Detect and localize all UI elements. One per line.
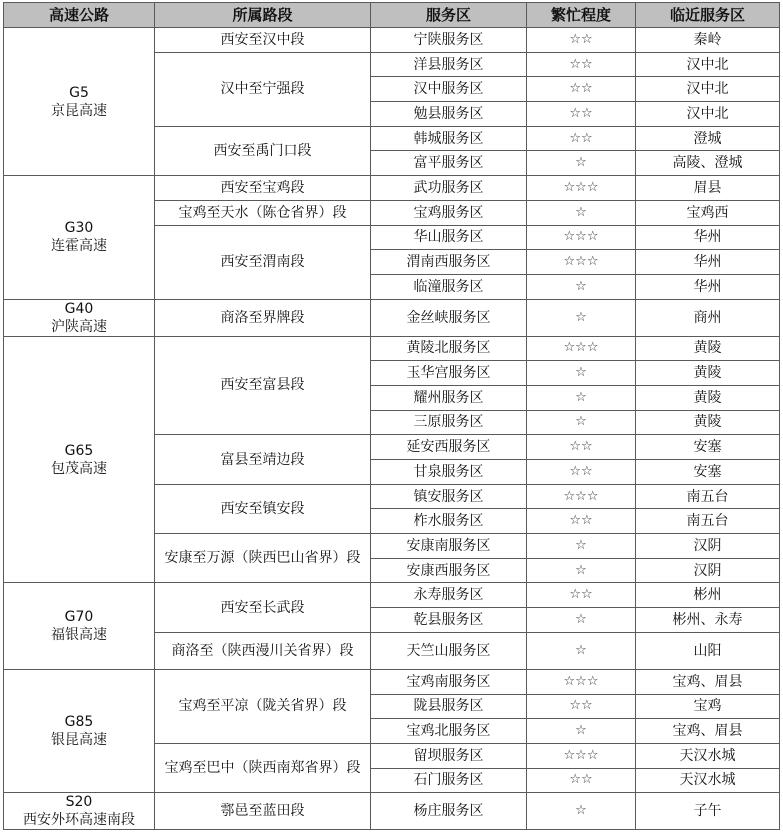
header-nearby-area: 临近服务区 xyxy=(636,3,780,28)
header-highway: 高速公路 xyxy=(4,3,155,28)
service-area-cell: 宝鸡南服务区 xyxy=(371,669,527,694)
service-area-cell: 玉华宫服务区 xyxy=(371,361,527,386)
busy-level-cell: ☆☆ xyxy=(527,583,636,608)
busy-level-cell: ☆☆ xyxy=(527,768,636,793)
busy-level-cell: ☆☆ xyxy=(527,460,636,485)
busy-level-cell: ☆ xyxy=(527,793,636,830)
service-area-cell: 永寿服务区 xyxy=(371,583,527,608)
nearby-area-cell: 黄陵 xyxy=(636,361,780,386)
highway-name: 西安外环高速南段 xyxy=(23,812,135,829)
service-area-cell: 天竺山服务区 xyxy=(371,632,527,669)
service-area-cell: 镇安服务区 xyxy=(371,484,527,509)
nearby-area-cell: 商州 xyxy=(636,299,780,336)
table-row xyxy=(4,336,780,361)
busy-level-cell: ☆ xyxy=(527,299,636,336)
table-row xyxy=(4,299,780,336)
service-area-cell: 汉中服务区 xyxy=(371,77,527,102)
nearby-area-cell: 澄城 xyxy=(636,126,780,151)
nearby-area-cell: 南五台 xyxy=(636,509,780,534)
service-area-cell: 临潼服务区 xyxy=(371,274,527,299)
segment-cell: 宝鸡至平凉（陇关省界）段 xyxy=(155,669,371,743)
highway-name: 银昆高速 xyxy=(51,732,107,749)
segment-cell: 西安至禹门口段 xyxy=(155,126,371,175)
nearby-area-cell: 南五台 xyxy=(636,484,780,509)
service-area-cell: 宝鸡服务区 xyxy=(371,200,527,225)
header-row xyxy=(4,3,780,28)
busy-level-cell: ☆☆☆ xyxy=(527,250,636,275)
service-area-cell: 武功服务区 xyxy=(371,176,527,201)
busy-level-cell: ☆ xyxy=(527,410,636,435)
table-row xyxy=(4,28,780,53)
busy-level-cell: ☆ xyxy=(527,151,636,176)
highway-name: 沪陕高速 xyxy=(51,318,107,335)
highway-code: G70 xyxy=(64,609,94,626)
busy-level-cell: ☆ xyxy=(527,385,636,410)
nearby-area-cell: 秦岭 xyxy=(636,28,780,53)
service-area-cell: 黄陵北服务区 xyxy=(371,336,527,361)
service-area-cell: 杨庄服务区 xyxy=(371,793,527,830)
table-row xyxy=(4,176,780,201)
header-busy-level: 繁忙程度 xyxy=(527,3,636,28)
nearby-area-cell: 高陵、澄城 xyxy=(636,151,780,176)
nearby-area-cell: 山阳 xyxy=(636,632,780,669)
nearby-area-cell: 宝鸡、眉县 xyxy=(636,719,780,744)
service-area-cell: 留坝服务区 xyxy=(371,743,527,768)
segment-cell: 西安至宝鸡段 xyxy=(155,176,371,201)
highway-cell xyxy=(4,299,155,336)
nearby-area-cell: 彬州、永寿 xyxy=(636,608,780,633)
nearby-area-cell: 汉阴 xyxy=(636,558,780,583)
busy-level-cell: ☆☆☆ xyxy=(527,484,636,509)
segment-cell: 汉中至宁强段 xyxy=(155,52,371,126)
highway-name: 福银高速 xyxy=(51,627,107,644)
highway-cell xyxy=(4,28,155,176)
busy-level-cell: ☆☆☆ xyxy=(527,743,636,768)
segment-cell: 富县至靖边段 xyxy=(155,435,371,484)
busy-level-cell: ☆☆ xyxy=(527,509,636,534)
nearby-area-cell: 彬州 xyxy=(636,583,780,608)
nearby-area-cell: 眉县 xyxy=(636,176,780,201)
segment-cell: 宝鸡至天水（陈仓省界）段 xyxy=(155,200,371,225)
nearby-area-cell: 宝鸡 xyxy=(636,694,780,719)
highway-code: G30 xyxy=(64,220,94,237)
busy-level-cell: ☆ xyxy=(527,274,636,299)
service-area-cell: 乾县服务区 xyxy=(371,608,527,633)
segment-cell: 商洛至（陕西漫川关省界）段 xyxy=(155,632,371,669)
busy-level-cell: ☆☆☆ xyxy=(527,176,636,201)
service-area-cell: 洋县服务区 xyxy=(371,52,527,77)
service-area-cell: 柞水服务区 xyxy=(371,509,527,534)
segment-cell: 鄠邑至蓝田段 xyxy=(155,793,371,830)
nearby-area-cell: 黄陵 xyxy=(636,385,780,410)
highway-name: 京昆高速 xyxy=(51,102,107,119)
segment-cell: 西安至长武段 xyxy=(155,583,371,632)
segment-cell: 商洛至界牌段 xyxy=(155,299,371,336)
highway-code: G85 xyxy=(64,714,94,731)
table-body xyxy=(4,28,780,830)
service-area-cell: 韩城服务区 xyxy=(371,126,527,151)
highway-name: 连霍高速 xyxy=(51,238,107,255)
highway-code: G40 xyxy=(64,300,94,317)
table-row xyxy=(4,793,780,830)
busy-level-cell: ☆☆ xyxy=(527,28,636,53)
busy-level-cell: ☆☆☆ xyxy=(527,225,636,250)
nearby-area-cell: 汉中北 xyxy=(636,102,780,127)
service-area-cell: 安康西服务区 xyxy=(371,558,527,583)
service-area-cell: 勉县服务区 xyxy=(371,102,527,127)
segment-cell: 宝鸡至巴中（陕西南郑省界）段 xyxy=(155,743,371,792)
header-segment: 所属路段 xyxy=(155,3,371,28)
nearby-area-cell: 黄陵 xyxy=(636,336,780,361)
service-area-cell: 延安西服务区 xyxy=(371,435,527,460)
busy-level-cell: ☆☆ xyxy=(527,435,636,460)
nearby-area-cell: 汉中北 xyxy=(636,77,780,102)
nearby-area-cell: 宝鸡西 xyxy=(636,200,780,225)
service-area-cell: 陇县服务区 xyxy=(371,694,527,719)
nearby-area-cell: 华州 xyxy=(636,225,780,250)
service-area-cell: 宁陕服务区 xyxy=(371,28,527,53)
busy-level-cell: ☆☆ xyxy=(527,77,636,102)
nearby-area-cell: 安塞 xyxy=(636,435,780,460)
segment-cell: 西安至镇安段 xyxy=(155,484,371,533)
nearby-area-cell: 天汉水城 xyxy=(636,743,780,768)
service-area-cell: 富平服务区 xyxy=(371,151,527,176)
segment-cell: 西安至汉中段 xyxy=(155,28,371,53)
service-area-cell: 石门服务区 xyxy=(371,768,527,793)
service-area-cell: 安康南服务区 xyxy=(371,534,527,559)
busy-level-cell: ☆☆☆ xyxy=(527,336,636,361)
service-area-table xyxy=(3,2,780,830)
highway-cell xyxy=(4,669,155,792)
busy-level-cell: ☆☆ xyxy=(527,694,636,719)
busy-level-cell: ☆ xyxy=(527,534,636,559)
nearby-area-cell: 华州 xyxy=(636,250,780,275)
highway-cell xyxy=(4,793,155,830)
segment-cell: 西安至富县段 xyxy=(155,336,371,435)
busy-level-cell: ☆☆ xyxy=(527,126,636,151)
service-area-cell: 甘泉服务区 xyxy=(371,460,527,485)
nearby-area-cell: 子午 xyxy=(636,793,780,830)
header-service-area: 服务区 xyxy=(371,3,527,28)
nearby-area-cell: 安塞 xyxy=(636,460,780,485)
nearby-area-cell: 天汉水城 xyxy=(636,768,780,793)
service-area-cell: 宝鸡北服务区 xyxy=(371,719,527,744)
busy-level-cell: ☆ xyxy=(527,632,636,669)
service-area-cell: 耀州服务区 xyxy=(371,385,527,410)
highway-code: G65 xyxy=(64,442,94,459)
service-area-cell: 渭南西服务区 xyxy=(371,250,527,275)
highway-cell xyxy=(4,583,155,669)
busy-level-cell: ☆ xyxy=(527,719,636,744)
highway-code: S20 xyxy=(65,794,93,811)
table-row xyxy=(4,583,780,608)
nearby-area-cell: 黄陵 xyxy=(636,410,780,435)
highway-cell xyxy=(4,336,155,583)
busy-level-cell: ☆☆ xyxy=(527,102,636,127)
nearby-area-cell: 华州 xyxy=(636,274,780,299)
highway-cell xyxy=(4,176,155,299)
highway-name: 包茂高速 xyxy=(51,460,107,477)
segment-cell: 西安至渭南段 xyxy=(155,225,371,299)
table-row xyxy=(4,669,780,694)
busy-level-cell: ☆ xyxy=(527,558,636,583)
busy-level-cell: ☆☆ xyxy=(527,52,636,77)
service-area-cell: 华山服务区 xyxy=(371,225,527,250)
segment-cell: 安康至万源（陕西巴山省界）段 xyxy=(155,534,371,583)
service-area-cell: 金丝峡服务区 xyxy=(371,299,527,336)
nearby-area-cell: 宝鸡、眉县 xyxy=(636,669,780,694)
busy-level-cell: ☆☆☆ xyxy=(527,669,636,694)
busy-level-cell: ☆ xyxy=(527,200,636,225)
busy-level-cell: ☆ xyxy=(527,361,636,386)
service-area-cell: 三原服务区 xyxy=(371,410,527,435)
nearby-area-cell: 汉中北 xyxy=(636,52,780,77)
nearby-area-cell: 汉阴 xyxy=(636,534,780,559)
busy-level-cell: ☆ xyxy=(527,608,636,633)
highway-code: G5 xyxy=(69,84,89,101)
